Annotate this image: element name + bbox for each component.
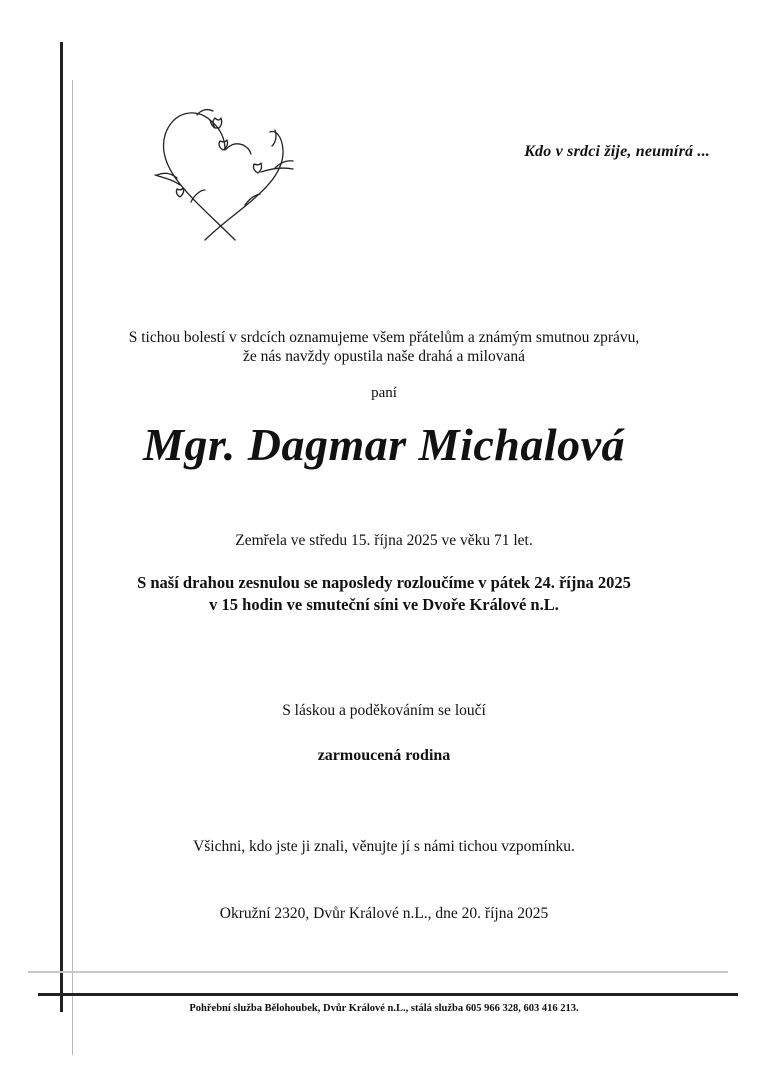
motto-quote: Kdo v srdci žije, neumírá ... [524, 143, 710, 160]
deceased-name: Mgr. Dagmar Michalová [142, 419, 626, 470]
ceremony-line-1: S naší drahou zesnulou se naposledy rozloučíme v pátek 24. října 2025 [137, 573, 631, 592]
frame-vertical-dark-line [60, 42, 63, 1012]
heart-flowers-icon [135, 90, 315, 260]
death-info: Zemřela ve středu 15. října 2025 ve věku 71 let. [235, 532, 533, 549]
announcement-line-1: S tichou bolestí v srdcích oznamujeme všem přátelům a známým smutnou zprávu, [128, 329, 640, 346]
ceremony-line-2: v 15 hodin ve smuteční síni ve Dvoře Králové n.L. [209, 595, 559, 614]
frame-horizontal-light-line [28, 971, 728, 973]
remembrance-line: Všichni, kdo jste ji znali, věnujte jí s námi tichou vzpomínku. [193, 838, 575, 855]
funeral-service-footer: Pohřební služba Bělohoubek, Dvůr Králové n.L., stálá služba 605 966 328, 603 416 213. [189, 1003, 579, 1014]
address-date-line: Okružní 2320, Dvůr Králové n.L., dne 20. října 2025 [219, 905, 549, 922]
frame-horizontal-dark-line [38, 993, 738, 996]
farewell-line: S láskou a poděkováním se loučí [282, 702, 486, 719]
frame-vertical-light-line [72, 80, 73, 1055]
title-word: paní [371, 385, 397, 401]
family-signature: zarmoucená rodina [317, 747, 451, 764]
announcement-line-2: že nás navždy opustila naše drahá a milovaná [243, 348, 525, 365]
